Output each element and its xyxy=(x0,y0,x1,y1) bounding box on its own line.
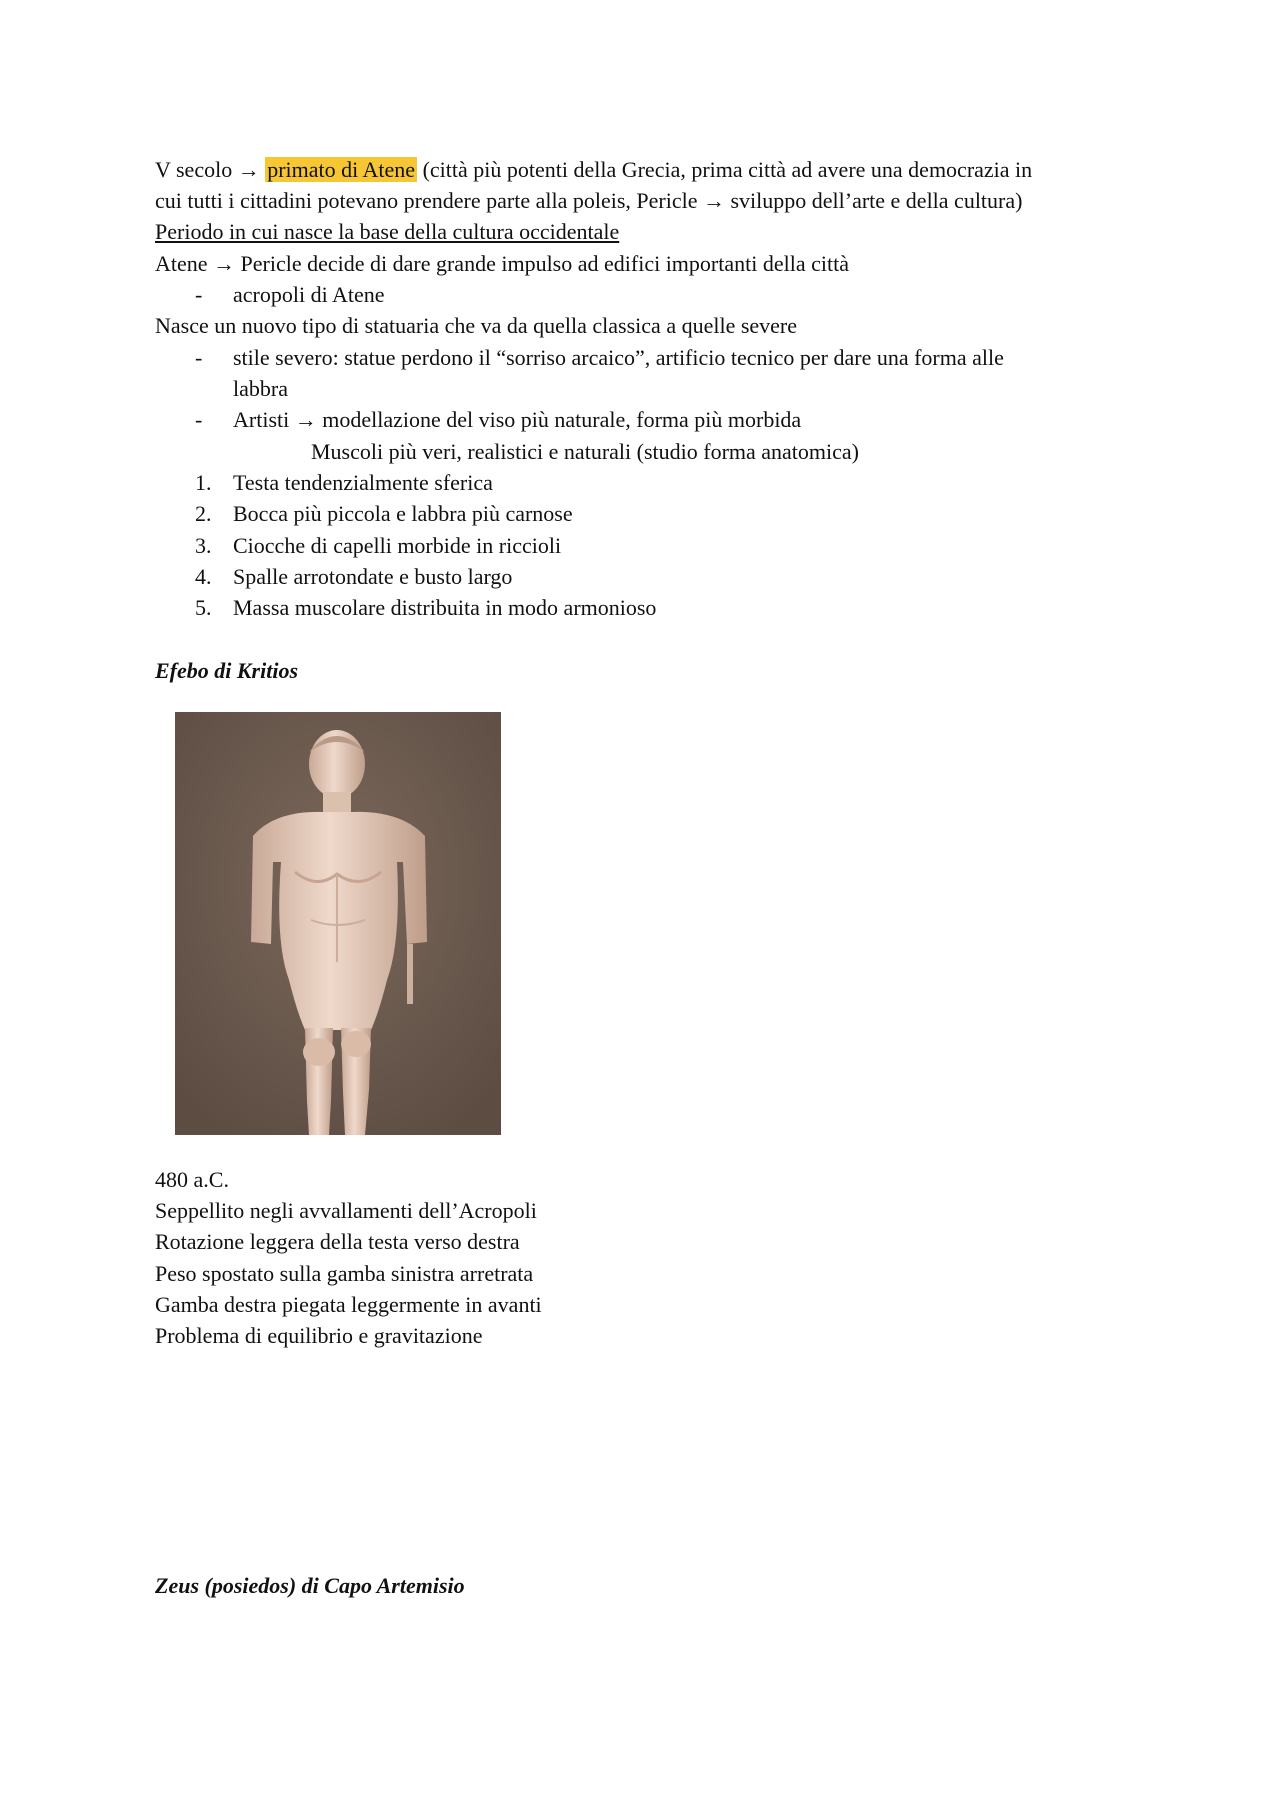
intro-line-1: V secolo → primato di Atene (città più potenti della Grecia, prima città ad avere una democrazia in xyxy=(155,157,1033,182)
list-number: 5. xyxy=(195,595,212,620)
fact-line: Peso spostato sulla gamba sinistra arretrata xyxy=(155,1261,534,1286)
highlighted-text: primato di Atene xyxy=(267,157,416,182)
fact-line: Gamba destra piegata leggermente in avanti xyxy=(155,1292,542,1317)
list-item: Ciocche di capelli morbide in riccioli xyxy=(233,533,562,558)
list-number: 3. xyxy=(195,533,212,558)
list-number: 2. xyxy=(195,501,212,526)
bullet-dash: - xyxy=(195,282,203,307)
statuaria-line: Nasce un nuovo tipo di statuaria che va da quella classica a quelle severe xyxy=(155,313,798,338)
section-title-efebo: Efebo di Kritios xyxy=(155,658,299,683)
list-number: 1. xyxy=(195,470,212,495)
list-item: Testa tendenzialmente sferica xyxy=(233,470,493,495)
list-item: Spalle arrotondate e busto largo xyxy=(233,564,513,589)
fact-line: Seppellito negli avvallamenti dell’Acropoli xyxy=(155,1198,537,1223)
list-item: Massa muscolare distribuita in modo armonioso xyxy=(233,595,657,620)
bullet-stile-severo: stile severo: statue perdono il “sorriso arcaico”, artificio tecnico per dare una forma alle xyxy=(233,345,1004,370)
list-item: Bocca più piccola e labbra più carnose xyxy=(233,501,573,526)
intro-line-4: Atene → Pericle decide di dare grande impulso ad edifici importanti della città xyxy=(155,251,849,276)
bullet-dash: - xyxy=(195,345,203,370)
bullet-acropoli: acropoli di Atene xyxy=(233,282,385,307)
statue-illustration xyxy=(175,712,501,1135)
fact-line: Problema di equilibrio e gravitazione xyxy=(155,1323,483,1348)
underlined-heading: Periodo in cui nasce la base della cultura occidentale xyxy=(155,219,620,244)
fact-line: Rotazione leggera della testa verso destra xyxy=(155,1229,520,1254)
bullet-dash: - xyxy=(195,407,203,432)
bullet-stile-severo-cont: labbra xyxy=(233,376,288,401)
bullet-artisti: Artisti → modellazione del viso più naturale, forma più morbida xyxy=(233,407,802,432)
fact-line: 480 a.C. xyxy=(155,1167,229,1192)
statue-photo xyxy=(175,712,501,1135)
section-title-zeus: Zeus (posiedos) di Capo Artemisio xyxy=(155,1573,465,1598)
bullet-muscoli: Muscoli più veri, realistici e naturali (studio forma anatomica) xyxy=(311,439,859,464)
list-number: 4. xyxy=(195,564,212,589)
intro-line-2: cui tutti i cittadini potevano prendere parte alla poleis, Pericle → sviluppo dell’arte e della cultura) xyxy=(155,188,1023,213)
